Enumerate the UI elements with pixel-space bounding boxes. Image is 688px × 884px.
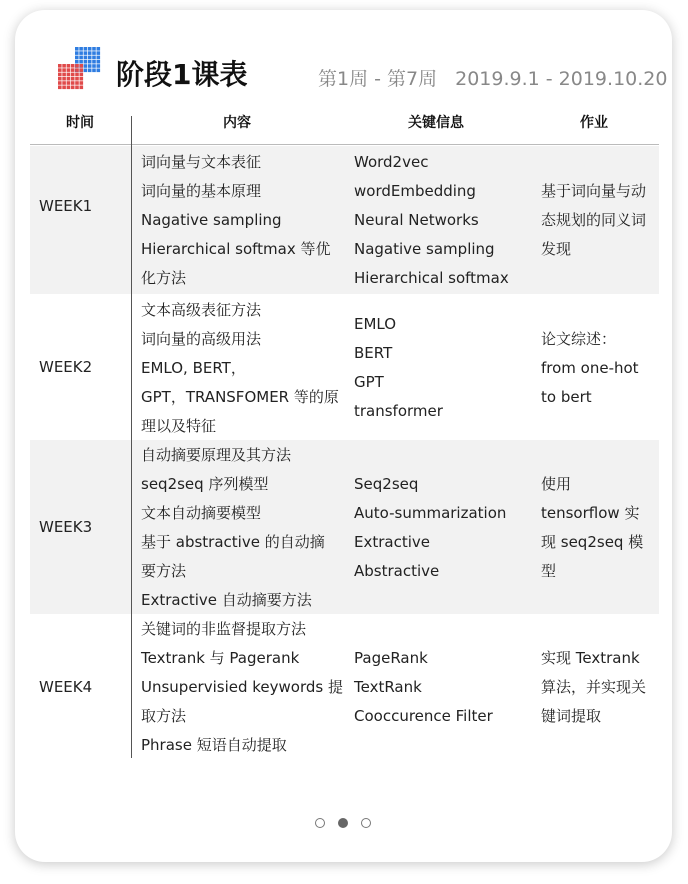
content-line: 理以及特征 — [141, 417, 217, 435]
content-cell — [141, 615, 343, 760]
key-line: EMLO — [354, 315, 397, 333]
content-line: 文本高级表征方法 — [141, 301, 262, 319]
key-line: wordEmbedding — [354, 182, 476, 200]
date-range: 2019.9.1 - 2019.10.20 — [455, 68, 668, 90]
content-line: Nagative sampling — [141, 211, 282, 229]
key-line: TextRank — [354, 678, 422, 696]
key-line: transformer — [354, 402, 443, 420]
header-divider — [30, 144, 659, 145]
column-header-keys: 关键信息 — [408, 115, 464, 131]
homework-line: 态规划的同义词 — [541, 211, 647, 229]
page-dot-2[interactable] — [338, 818, 348, 828]
column-header-content: 内容 — [223, 115, 251, 131]
key-line: Hierarchical softmax — [354, 269, 509, 287]
content-line: 取方法 — [141, 707, 187, 725]
content-line: 要方法 — [141, 562, 187, 580]
grid-logo-icon — [58, 47, 102, 91]
schedule-period — [318, 68, 667, 90]
content-cell — [141, 441, 325, 615]
column-header-time: 时间 — [66, 115, 94, 131]
homework-line: from one-hot — [541, 359, 639, 377]
content-line: EMLO, BERT， — [141, 359, 246, 377]
content-line: Unsupervisied keywords 提 — [141, 678, 343, 696]
table-row — [30, 146, 659, 294]
table-row — [30, 294, 659, 440]
content-line: 词向量与文本表征 — [141, 153, 262, 171]
homework-line: to bert — [541, 388, 592, 406]
table-row — [30, 440, 659, 614]
weeks-range: 第1周 - 第7周 — [318, 68, 438, 90]
key-line: PageRank — [354, 649, 428, 667]
content-line: Extractive 自动摘要方法 — [141, 591, 312, 609]
homework-cell — [541, 644, 646, 731]
content-line: 基于 abstractive 的自动摘 — [141, 533, 325, 551]
homework-line: 使用 — [541, 475, 572, 493]
key-line: Abstractive — [354, 562, 440, 580]
key-line: Extractive — [354, 533, 430, 551]
column-header-homework: 作业 — [580, 115, 608, 131]
homework-line: 键词提取 — [541, 707, 602, 725]
homework-line: 基于词向量与动 — [541, 182, 647, 200]
key-line: Cooccurence Filter — [354, 707, 493, 725]
week-label: WEEK2 — [39, 358, 93, 376]
table-row — [30, 614, 659, 760]
homework-cell — [541, 470, 643, 586]
content-line: seq2seq 序列模型 — [141, 475, 269, 493]
content-line: 关键词的非监督提取方法 — [141, 620, 307, 638]
content-line: 文本自动摘要模型 — [141, 504, 262, 522]
homework-line: 现 seq2seq 模 — [541, 533, 644, 551]
homework-line: 实现 Textrank — [541, 649, 640, 667]
keys-cell — [354, 310, 443, 426]
key-line: Word2vec — [354, 153, 429, 171]
week-label: WEEK1 — [39, 197, 93, 215]
content-line: GPT，TRANSFOMER 等的原 — [141, 388, 339, 406]
homework-line: tensorflow 实 — [541, 504, 640, 522]
homework-line: 型 — [541, 562, 557, 580]
page-dot-1[interactable] — [315, 818, 325, 828]
content-cell — [141, 296, 339, 441]
key-line: Nagative sampling — [354, 240, 495, 258]
homework-line: 发现 — [541, 240, 572, 258]
homework-line: 论文综述： — [541, 330, 617, 348]
homework-cell — [541, 325, 639, 412]
key-line: Neural Networks — [354, 211, 479, 229]
content-line: 化方法 — [141, 269, 187, 287]
key-line: Auto-summarization — [354, 504, 507, 522]
key-line: GPT — [354, 373, 384, 391]
homework-cell — [541, 177, 646, 264]
content-cell — [141, 148, 331, 293]
keys-cell — [354, 470, 506, 586]
homework-line: 算法，并实现关 — [541, 678, 647, 696]
content-line: Phrase 短语自动提取 — [141, 736, 287, 754]
content-line: Hierarchical softmax 等优 — [141, 240, 331, 258]
content-line: 词向量的高级用法 — [141, 330, 262, 348]
keys-cell — [354, 148, 509, 293]
key-line: BERT — [354, 344, 393, 362]
key-line: Seq2seq — [354, 475, 419, 493]
page-title: 阶段1课表 — [116, 58, 248, 91]
page-dot-3[interactable] — [361, 818, 371, 828]
content-line: 自动摘要原理及其方法 — [141, 446, 292, 464]
content-line: 词向量的基本原理 — [141, 182, 262, 200]
week-label: WEEK4 — [39, 678, 93, 696]
content-line: Textrank 与 Pagerank — [141, 649, 300, 667]
column-divider — [131, 116, 132, 758]
week-label: WEEK3 — [39, 518, 93, 536]
keys-cell — [354, 644, 493, 731]
